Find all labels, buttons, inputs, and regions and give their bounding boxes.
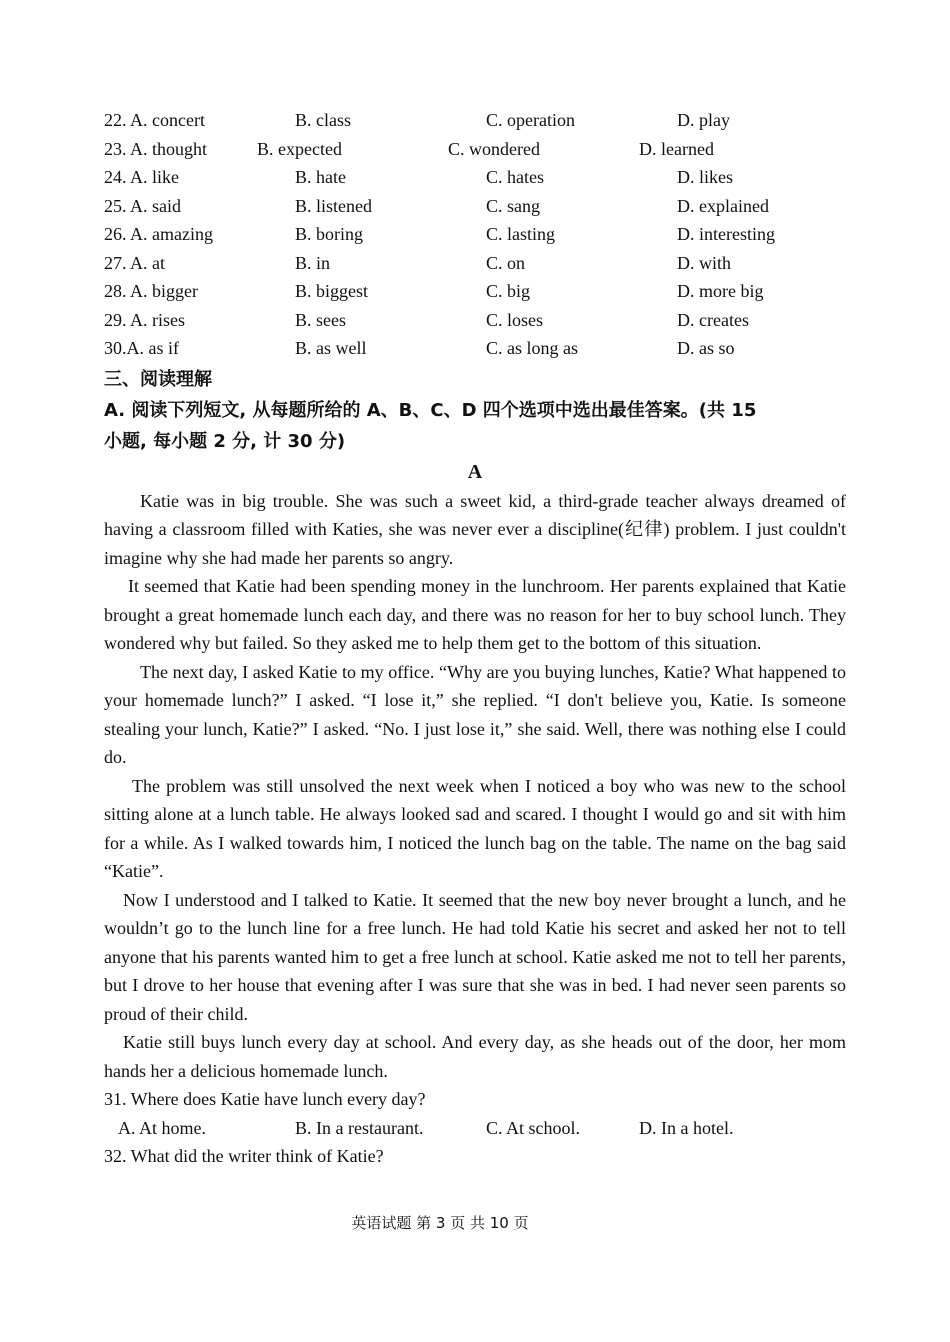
option-d: D. as so	[677, 338, 735, 358]
option-d: D. likes	[677, 167, 733, 187]
option-a: 24. A. like	[104, 167, 179, 187]
instruction-line-2: 小题, 每小题 2 分, 计 30 分)	[104, 430, 346, 452]
passage-paragraph: The next day, I asked Katie to my office. “Why are you buying lunches, Katie? What happened to your homemade lunch?” I asked. “I lose it,” she replied. “I don't believe you, Katie. Is someone stealing your lunch, Katie?” I asked. “No. I just lose it,” she said. Well, there was nothing else I could do.	[104, 661, 846, 767]
option-a: 25. A. said	[104, 195, 182, 216]
option-row-25	[104, 192, 846, 221]
option-c: C. on	[486, 252, 526, 273]
section-title: 三、阅读理解	[104, 368, 212, 390]
option-row-22	[104, 106, 846, 135]
option-a: 23. A. thought	[104, 138, 208, 159]
option-d: D. creates	[677, 309, 749, 330]
option-row-27	[104, 249, 846, 278]
option-a: 26. A. amazing	[104, 224, 213, 244]
option-c: C. lasting	[486, 224, 556, 244]
exam-page	[104, 106, 846, 1171]
question-31-options	[104, 1114, 846, 1143]
option-b: B. in	[295, 252, 331, 273]
option-row-30	[104, 334, 846, 363]
passage-title: A	[467, 460, 483, 483]
cloze-options	[104, 106, 846, 363]
page-footer: 英语试题 第 3 页 共 10 页	[351, 1214, 529, 1232]
option-b: B. expected	[257, 138, 342, 159]
passage-paragraph: Katie was in big trouble. She was such a sweet kid, a third-grade teacher always dreamed of having a classroom filled with Katies, she was never ever a discipline(纪律) problem. I just couldn't imagine why she had made her parents so angry.	[104, 490, 846, 568]
passage-paragraph: Now I understood and I talked to Katie. It seemed that the new boy never brought a lunch, and he wouldn’t go to the lunch line for a free lunch. He had told Katie his secret and asked her not to tell anyone that his parents wanted him to get a free lunch at school. Katie asked me not to tell her parents, but I drove to her house that evening after I was sure that she was in bed. I had never seen parents so proud of their child.	[104, 889, 846, 1024]
option-b: B. as well	[295, 338, 367, 358]
passage-paragraph: Katie still buys lunch every day at school. And every day, as she heads out of the door, her mom hands her a delicious homemade lunch.	[104, 1032, 846, 1081]
option-a: 27. A. at	[104, 252, 165, 273]
option-c: C. sang	[486, 195, 540, 216]
option-b: B. In a restaurant.	[295, 1117, 424, 1138]
option-a: 29. A. rises	[104, 309, 185, 330]
instruction-line-1: A. 阅读下列短文, 从每题所给的 A、B、C、D 四个选项中选出最佳答案。(共 15	[104, 399, 757, 421]
option-d: D. learned	[639, 138, 714, 159]
option-b: B. hate	[295, 167, 346, 187]
option-b: B. biggest	[295, 281, 369, 301]
option-a: A. At home.	[118, 1117, 206, 1138]
option-c: C. big	[486, 281, 531, 301]
question-32: 32. What did the writer think of Katie?	[104, 1146, 384, 1166]
option-row-26	[104, 220, 846, 249]
option-row-29	[104, 306, 846, 335]
option-c: C. as long as	[486, 338, 578, 358]
option-row-23	[104, 135, 846, 164]
question-31: 31. Where does Katie have lunch every day?	[104, 1089, 426, 1109]
option-d: D. explained	[677, 195, 769, 216]
option-b: B. listened	[295, 195, 372, 216]
option-d: D. In a hotel.	[639, 1117, 734, 1138]
option-b: B. boring	[295, 224, 364, 244]
option-d: D. with	[677, 252, 731, 273]
option-row-24	[104, 163, 846, 192]
passage-paragraph: The problem was still unsolved the next week when I noticed a boy who was new to the school sitting alone at a lunch table. He always looked sad and scared. I thought I would go and sit with him for a while. As I walked towards him, I noticed the lunch bag on the table. The name on the bag said “Katie”.	[104, 775, 846, 881]
option-b: B. class	[295, 110, 351, 130]
option-c: C. hates	[486, 167, 544, 187]
option-row-28	[104, 277, 846, 306]
option-a: 22. A. concert	[104, 110, 205, 130]
option-c: C. At school.	[486, 1117, 581, 1138]
option-d: D. interesting	[677, 224, 775, 244]
option-d: D. play	[677, 110, 730, 130]
option-c: C. operation	[486, 110, 575, 130]
option-a: 30.A. as if	[104, 338, 179, 358]
option-b: B. sees	[295, 309, 346, 330]
option-d: D. more big	[677, 281, 764, 301]
option-c: C. wondered	[448, 138, 540, 159]
passage-paragraph: It seemed that Katie had been spending money in the lunchroom. Her parents explained that Katie brought a great homemade lunch each day, and there was no reason for her to buy school lunch. They wondered why but failed. So they asked me to help them get to the bottom of this situation.	[104, 576, 846, 653]
option-c: C. loses	[486, 309, 544, 330]
option-a: 28. A. bigger	[104, 281, 198, 301]
